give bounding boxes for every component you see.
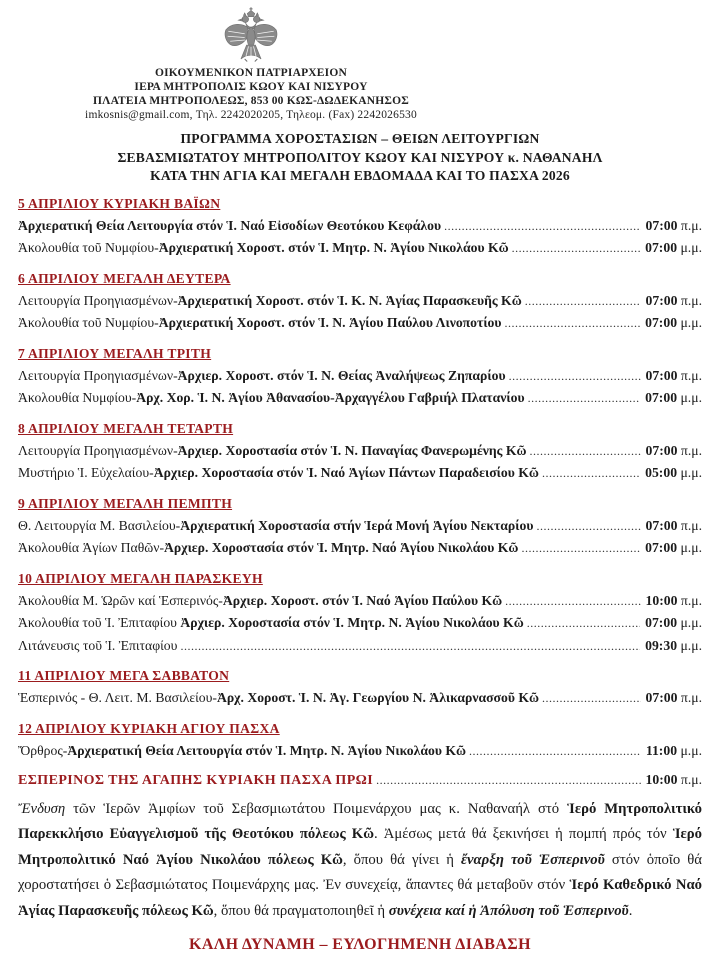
service-description — [18, 290, 522, 312]
service-time: 07:00 μ.μ. — [645, 615, 702, 630]
dot-leader — [530, 440, 641, 463]
text-segment: Ἔνδυση — [18, 801, 66, 817]
day-heading: 7 ΑΠΡΙΛΙΟΥ ΜΕΓΑΛΗ ΤΡΙΤΗ — [18, 345, 212, 361]
day-heading: 10 ΑΠΡΙΛΙΟΥ ΜΕΓΑΛΗ ΠΑΡΑΣΚΕΥΗ — [18, 570, 263, 586]
org-line: ΟΙΚΟΥΜΕΝΙΚΟΝ ΠΑΤΡΙΑΡΧΕΙΟΝ — [154, 67, 348, 79]
title-line-2: ΣΕΒΑΣΜΙΩΤΑΤΟΥ ΜΗΤΡΟΠΟΛΙΤΟΥ ΚΩΟΥ ΚΑΙ ΝΙΣΥΡΟΥ κ. ΝΑΘΑΝΑΗΛ — [117, 149, 603, 165]
text-segment: Ἀρχιερ. Χοροστασία στόν Ἱ. Μητρ. Ν. Ἁγίου Νικολάου Κῶ — [180, 615, 524, 630]
service-row — [18, 237, 702, 260]
service-description — [18, 215, 441, 237]
service-description — [18, 590, 502, 612]
service-description — [18, 612, 524, 634]
service-row — [18, 590, 702, 613]
dot-leader — [180, 635, 640, 658]
service-time: 07:00 π.μ. — [645, 690, 702, 705]
dot-leader — [444, 215, 640, 238]
text-segment: Ἀρχιερατική Χοροστ. στόν Ἱ. Ν. Ἁγίου Παύλου Λινοποτίου — [158, 315, 502, 330]
text-segment: Θ. Λειτουργία Μ. Βασιλείου- — [18, 517, 181, 533]
text-segment: Ἀρχιερ. Χοροστασία στόν Ἱ. Μητρ. Ναό Ἁγίου Νικολάου Κῶ — [164, 540, 519, 555]
dot-leader — [528, 387, 641, 410]
text-segment: Ἀκολουθία Ἁγίων Παθῶν- — [18, 540, 165, 555]
service-row — [18, 635, 702, 658]
service-row — [18, 612, 702, 635]
dot-leader — [505, 312, 641, 335]
service-description — [18, 515, 533, 537]
service-row — [18, 440, 702, 463]
service-time: 07:00 π.μ. — [645, 367, 702, 383]
service-time: 07:00 μ.μ. — [645, 315, 702, 330]
service-time: 11:00 μ.μ. — [645, 742, 702, 758]
dot-leader — [469, 740, 641, 763]
text-segment: Ἀρχ. Χορ. Ἱ. Ν. Ἁγίου Ἀθανασίου-Ἀρχαγγέλου Γαβριήλ Πλατανίου — [136, 390, 525, 405]
dot-leader — [505, 590, 640, 613]
dot-leader — [509, 365, 641, 388]
text-segment: ἔναρξη τοῦ Ἑσπερινοῦ — [461, 851, 605, 868]
service-description — [18, 237, 509, 259]
service-schedule — [18, 194, 702, 763]
day-heading: 8 ΑΠΡΙΛΙΟΥ ΜΕΓΑΛΗ ΤΕΤΑΡΤΗ — [18, 420, 234, 436]
text-segment: Ἀρχιερ. Χοροστ. στόν Ἱ. Ναό Ἁγίου Παύλου Κῶ — [222, 592, 503, 608]
text-segment: Ἀρχιερατική Θεία Λειτουργία στόν Ἱ. Ναό Εἰσοδίων Θεοτόκου Κεφάλου — [18, 217, 442, 233]
agape-vespers-label: ΕΣΠΕΡΙΝΟΣ ΤΗΣ ΑΓΑΠΗΣ ΚΥΡΙΑΚΗ ΠΑΣΧΑ ΠΡΩΙ — [18, 773, 374, 788]
text-segment: Ἀρχιερατική Χοροστ. στόν Ἱ. Κ. Ν. Ἁγίας Παρασκευῆς Κῶ — [177, 292, 522, 308]
day-section — [18, 269, 702, 335]
day-section — [18, 494, 702, 560]
service-row — [18, 515, 702, 538]
dot-leader — [525, 290, 641, 313]
text-segment: , ὅπου θά γίνει ἡ — [342, 851, 461, 868]
text-segment: Μυστήριο Ἱ. Εὐχελαίου- — [18, 465, 154, 480]
service-row — [18, 462, 702, 485]
service-description — [18, 440, 527, 462]
service-row — [18, 215, 702, 238]
text-segment: Ἱερό Μητροπολιτικό Ναό Ἁγίου Νικολάου πόλεως Κῶ — [18, 826, 702, 868]
dot-leader — [376, 771, 640, 789]
service-time: 07:00 π.μ. — [645, 442, 702, 458]
service-row — [18, 312, 702, 335]
text-segment: Ἀρχιερατική Χοροστ. στόν Ἱ. Μητρ. Ν. Ἁγίου Νικολάου Κῶ — [158, 240, 509, 255]
text-segment: Ἀρχιερατική Χοροστασία στήν Ἱερά Μονή Ἁγίου Νεκταρίου — [180, 517, 534, 533]
letterhead — [66, 6, 436, 122]
service-time: 05:00 μ.μ. — [645, 465, 702, 480]
service-time: 07:00 π.μ. — [645, 217, 702, 233]
service-row — [18, 290, 702, 313]
day-heading: 12 ΑΠΡΙΛΙΟΥ ΚΥΡΙΑΚΗ ΑΓΙΟΥ ΠΑΣΧΑ — [18, 720, 280, 736]
day-section — [18, 344, 702, 410]
service-row — [18, 537, 702, 560]
text-segment: Ἀκολουθία τοῦ Νυμφίου- — [18, 315, 159, 330]
text-segment: Ἑσπερινός - Θ. Λειτ. Μ. Βασιλείου- — [18, 690, 217, 705]
title-line-3: ΚΑΤΑ ΤΗΝ ΑΓΙΑ ΚΑΙ ΜΕΓΑΛΗ ΕΒΔΟΜΑΔΑ ΚΑΙ ΤΟ ΠΑΣΧΑ 2026 — [150, 168, 570, 183]
service-description — [18, 387, 525, 409]
closing-blessing: ΚΑΛΗ ΔΥΝΑΜΗ – ΕΥΛΟΓΗΜΕΝΗ ΔΙΑΒΑΣΗ — [188, 936, 532, 954]
text-segment: Λειτουργία Προηγιασμένων- — [18, 292, 178, 308]
text-segment: τῶν Ἱερῶν Ἀμφίων τοῦ Σεβασμιωτάτου Ποιμενάρχου μας κ. Ναθαναήλ στό — [65, 801, 568, 817]
dot-leader — [542, 687, 641, 710]
service-description — [18, 635, 177, 657]
org-address-block — [66, 66, 436, 122]
dot-leader — [536, 515, 640, 538]
text-segment: , ὅπου θά πραγματοποιηθεῖ ἡ — [213, 902, 389, 919]
text-segment: Ὄρθρος- — [18, 742, 68, 758]
text-segment: Ἱερό Καθεδρικό Ναό Ἁγίας Παρασκευῆς πόλεως Κῶ — [18, 877, 702, 919]
text-segment: Λειτουργία Προηγιασμένων- — [18, 367, 178, 383]
service-row — [18, 365, 702, 388]
service-description — [18, 687, 539, 709]
day-heading: 6 ΑΠΡΙΛΙΟΥ ΜΕΓΑΛΗ ΔΕΥΤΕΡΑ — [18, 270, 231, 286]
service-time: 07:00 μ.μ. — [645, 390, 702, 405]
service-time: 10:00 π.μ. — [645, 772, 702, 787]
service-description — [18, 462, 539, 484]
service-time: 07:00 μ.μ. — [645, 240, 702, 255]
day-section — [18, 719, 702, 763]
document-title — [18, 130, 702, 186]
double-headed-eagle-icon — [218, 6, 284, 64]
service-row — [18, 387, 702, 410]
service-description — [18, 537, 518, 559]
day-heading: 11 ΑΠΡΙΛΙΟΥ ΜΕΓΑ ΣΑΒΒΑΤΟΝ — [18, 668, 230, 683]
text-segment: Ἀκολουθία Νυμφίου- — [18, 390, 137, 405]
text-segment: στόν ὁποῖο θά χοροστατήσει ὁ Σεβασμιώτατος Ποιμενάρχης μας. Ἐν συνεχείᾳ, ἅπαντες θά μεταβοῦν στόν — [18, 851, 703, 894]
service-description — [18, 312, 502, 334]
dot-leader — [542, 462, 640, 485]
text-segment: Ἀκολουθία τοῦ Νυμφίου- — [18, 240, 159, 255]
dot-leader — [527, 612, 640, 635]
service-time: 07:00 μ.μ. — [645, 540, 702, 555]
text-segment: Ἀρχιερ. Χοροστασία στόν Ἱ. Ν. Παναγίας Φανερωμένης Κῶ — [177, 442, 527, 458]
dot-leader — [521, 537, 640, 560]
text-segment: Ἀρχ. Χοροστ. Ἱ. Ν. Ἁγ. Γεωργίου Ν. Ἁλικαρνασσοῦ Κῶ — [216, 690, 539, 705]
text-segment: συνέχεια καί ἡ Ἀπόλυση τοῦ Ἑσπερινοῦ — [388, 902, 629, 919]
agape-vespers-row — [18, 771, 702, 789]
text-segment: Ἀρχιερατική Θεία Λειτουργία στόν Ἱ. Μητρ. Ν. Ἁγίου Νικολάου Κῶ — [67, 742, 467, 758]
text-segment: Ἀρχιερ. Χοροστ. στόν Ἱ. Ν. Θείας Ἀναλήψεως Ζηπαρίου — [177, 367, 506, 383]
text-segment: Ἱερό Μητροπολιτικό Παρεκκλήσιο Εὐαγγελισμοῦ τῆς Θεοτόκου πόλεως Κῶ — [18, 801, 702, 843]
service-description — [18, 740, 466, 762]
text-segment: Λειτουργία Προηγιασμένων- — [18, 442, 178, 458]
text-segment: . Ἀμέσως μετά θά ξεκινήσει ἡ πομπή πρός τόν — [373, 826, 673, 843]
org-line: imkosnis@gmail.com, Τηλ. 2242020205, Τηλεομ. (Fax) 2242026530 — [85, 109, 417, 121]
day-section — [18, 666, 702, 710]
text-segment: Λιτάνευσις τοῦ Ἱ. Ἐπιταφίου — [18, 637, 178, 653]
day-section — [18, 419, 702, 485]
service-description — [18, 365, 506, 387]
easter-vespers-paragraph — [18, 797, 702, 924]
day-heading: 9 ΑΠΡΙΛΙΟΥ ΜΕΓΑΛΗ ΠΕΜΠΤΗ — [18, 495, 233, 511]
day-section — [18, 194, 702, 260]
dot-leader — [512, 237, 640, 260]
text-segment: Ἀρχιερ. Χοροστασία στόν Ἱ. Ναό Ἁγίων Πάντων Παραδεισίου Κῶ — [153, 465, 539, 480]
day-heading: 5 ΑΠΡΙΛΙΟΥ ΚΥΡΙΑΚΗ ΒΑΪΩΝ — [18, 195, 221, 211]
day-section — [18, 569, 702, 658]
service-time: 07:00 π.μ. — [645, 517, 702, 533]
service-time: 09:30 μ.μ. — [645, 637, 702, 653]
org-line: ΙΕΡΑ ΜΗΤΡΟΠΟΛΙΣ ΚΩΟΥ ΚΑΙ ΝΙΣΥΡΟΥ — [134, 81, 368, 93]
service-time: 07:00 π.μ. — [645, 292, 702, 308]
service-row — [18, 687, 702, 710]
text-segment: Ἀκολουθία Μ. Ὡρῶν καί Ἑσπερινός- — [18, 592, 223, 608]
service-row — [18, 740, 702, 763]
text-segment: . — [628, 902, 633, 919]
org-line: ΠΛΑΤΕΙΑ ΜΗΤΡΟΠΟΛΕΩΣ, 853 00 ΚΩΣ-ΔΩΔΕΚΑΝΗΣΟΣ — [92, 95, 409, 107]
service-time: 10:00 π.μ. — [645, 592, 702, 608]
title-line-1: ΠΡΟΓΡΑΜΜΑ ΧΟΡΟΣΤΑΣΙΩΝ – ΘΕΙΩΝ ΛΕΙΤΟΥΡΓΙΩΝ — [180, 131, 540, 146]
text-segment: Ἀκολουθία τοῦ Ἱ. Ἐπιταφίου — [18, 615, 181, 630]
